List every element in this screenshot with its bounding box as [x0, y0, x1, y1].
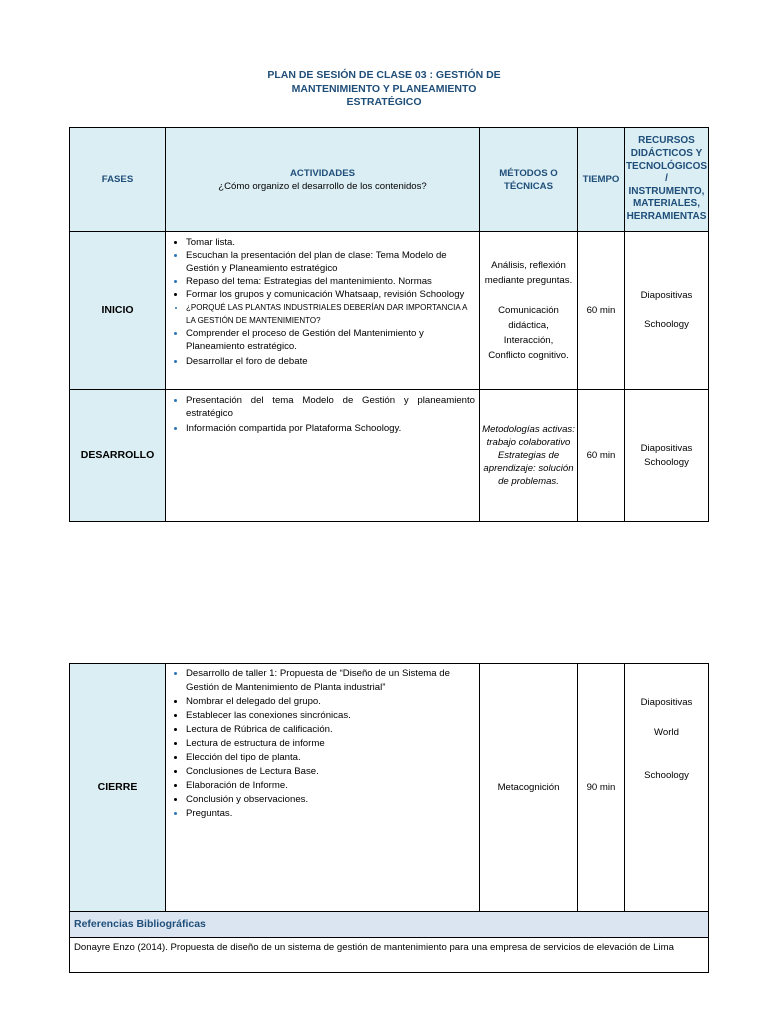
desarrollo-recursos: Diapositivas Schoology: [625, 390, 709, 522]
inicio-metodos: Análisis, reflexión mediante preguntas. Comunicación didáctica, Interacción, Conflicto cognitivo.: [480, 232, 578, 390]
referencias-row: [70, 938, 709, 973]
inicio-tiempo: 60 min: [578, 232, 625, 390]
session-plan-table-continued: [69, 663, 709, 973]
cierre-tiempo: 90 min: [578, 664, 625, 912]
cierre-recursos: Diapositivas World Schoology: [625, 664, 709, 912]
header-tiempo: TIEMPO: [578, 128, 625, 232]
list-item: • Establecer las conexiones sincrónicas.: [186, 709, 475, 723]
list-item: • Información compartida por Plataforma Schoology.: [186, 422, 475, 435]
header-fases: FASES: [70, 128, 166, 232]
header-recursos: RECURSOS DIDÁCTICOS Y TECNOLÓGICOS / INSTRUMENTO, MATERIALES, HERRAMIENTAS: [625, 128, 709, 232]
list-item: • Repaso del tema: Estrategias del mantenimiento. Normas: [186, 275, 475, 288]
fase-desarrollo: DESARROLLO: [70, 390, 166, 522]
referencias-text: Donayre Enzo (2014). Propuesta de diseño de un sistema de gestión de mantenimiento para una empresa de servicios de elevación de Lima: [70, 938, 709, 973]
list-item: • Conclusiones de Lectura Base.: [186, 765, 475, 779]
title-line-2: MANTENIMIENTO Y PLANEAMIENTO: [291, 82, 477, 95]
inicio-actividades: [166, 232, 480, 390]
title-line-3: ESTRATÉGICO: [346, 96, 422, 108]
desarrollo-row: [70, 390, 709, 522]
header-metodos: MÉTODOS O TÉCNICAS: [480, 128, 578, 232]
list-item: • Conclusión y observaciones.: [186, 793, 475, 807]
fase-cierre: CIERRE: [70, 664, 166, 912]
cierre-actividades: [166, 664, 480, 912]
list-item: • Escuchan la presentación del plan de clase: Tema Modelo de Gestión y Planeamiento estratégico: [186, 249, 475, 275]
list-item: • Presentación del tema Modelo de Gestión y planeamiento estratégico: [186, 394, 475, 420]
header-actividades-title: ACTIVIDADES: [289, 167, 356, 179]
list-item: • Formar los grupos y comunicación Whatsaap, revisión Schoology: [186, 288, 475, 301]
list-item: • Lectura de estructura de informe: [186, 737, 475, 751]
list-item: • Comprender el proceso de Gestión del Mantenimiento y Planeamiento estratégico.: [186, 327, 475, 353]
list-item: • Desarrollo de taller 1: Propuesta de “Diseño de un Sistema de Gestión de Mantenimiento de Planta industrial”: [186, 667, 475, 695]
title-line-1: PLAN DE SESIÓN DE CLASE 03 : GESTIÓN DE: [267, 69, 501, 81]
desarrollo-metodos: Metodologías activas: trabajo colaborativo Estrategias de aprendizaje: solución de problemas.: [480, 390, 578, 522]
header-row: [70, 128, 709, 232]
list-item: • Lectura de Rúbrica de calificación.: [186, 723, 475, 737]
cierre-row: [70, 664, 709, 912]
desarrollo-tiempo: 60 min: [578, 390, 625, 522]
cierre-metodos: Metacognición: [480, 664, 578, 912]
list-item: • Tomar lista.: [186, 236, 475, 249]
document-title: [0, 69, 768, 110]
header-actividades-subtitle: ¿Cómo organizo el desarrollo de los contenidos?: [218, 180, 427, 192]
desarrollo-actividades: [166, 390, 480, 522]
list-item: • Preguntas.: [186, 807, 475, 821]
list-item: • Nombrar el delegado del grupo.: [186, 695, 475, 709]
inicio-row: [70, 232, 709, 390]
list-item: • Desarrollar el foro de debate: [186, 355, 475, 368]
fase-inicio: INICIO: [70, 232, 166, 390]
list-item: • ¿PORQUÉ LAS PLANTAS INDUSTRIALES DEBERÍAN DAR IMPORTANCIA A LA GESTIÓN DE MANTENIMIENTO?: [186, 301, 475, 327]
list-item: • Elaboración de Informe.: [186, 779, 475, 793]
session-plan-table: [69, 127, 709, 522]
list-item: • Elección del tipo de planta.: [186, 751, 475, 765]
referencias-header-row: [70, 912, 709, 938]
referencias-header: Referencias Bibliográficas: [70, 912, 709, 938]
inicio-recursos: Diapositivas Schoology: [625, 232, 709, 390]
header-actividades: [166, 128, 480, 232]
